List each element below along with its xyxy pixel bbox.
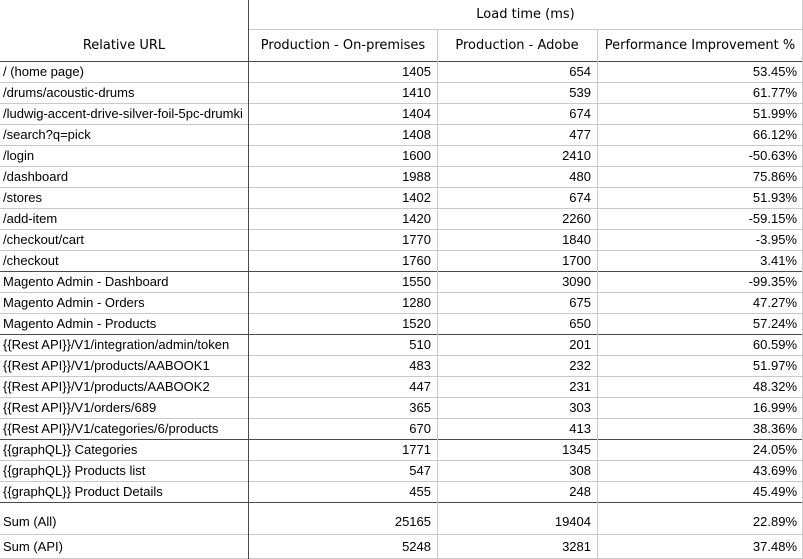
row-divider [0, 229, 803, 230]
row-divider [0, 439, 803, 440]
url-cell: /stores [3, 190, 43, 205]
url-cell: Magento Admin - Orders [3, 295, 145, 310]
row-divider [0, 124, 803, 125]
adobe-cell: 303 [569, 400, 591, 415]
adobe-cell: 650 [569, 316, 591, 331]
onprem-cell: 5248 [402, 539, 431, 554]
improvement-cell: 45.49% [752, 484, 797, 499]
adobe-cell: 1840 [562, 232, 591, 247]
onprem-cell: 1600 [402, 148, 431, 163]
adobe-cell: 19404 [554, 514, 591, 529]
improvement-cell: 16.99% [752, 400, 797, 415]
improvement-cell: -50.63% [748, 148, 797, 163]
onprem-cell: 1520 [402, 316, 431, 331]
onprem-cell: 447 [409, 379, 431, 394]
onprem-cell: 1760 [402, 253, 431, 268]
onprem-cell: 1420 [402, 211, 431, 226]
onprem-cell: 483 [409, 358, 431, 373]
adobe-cell: 413 [569, 421, 591, 436]
url-cell: /drums/acoustic-drums [3, 85, 135, 100]
improvement-cell: 57.24% [752, 316, 797, 331]
row-divider [0, 334, 803, 335]
adobe-cell: 201 [569, 337, 591, 352]
improvement-cell: 47.27% [752, 295, 797, 310]
improvement-cell: 24.05% [752, 442, 797, 457]
url-cell: {{graphQL}} Products list [3, 463, 146, 478]
url-cell: {{graphQL}} Categories [3, 442, 138, 457]
url-cell: {{graphQL}} Product Details [3, 484, 163, 499]
improvement-cell: 51.97% [752, 358, 797, 373]
adobe-cell: 654 [569, 64, 591, 79]
relative-url-header: Relative URL [82, 38, 166, 53]
improvement-cell: -3.95% [755, 232, 797, 247]
onprem-cell: 1988 [402, 169, 431, 184]
row-divider [0, 460, 803, 461]
improvement-cell: 51.93% [752, 190, 797, 205]
onprem-cell: 455 [409, 484, 431, 499]
url-cell: /dashboard [3, 169, 69, 184]
onprem-cell: 547 [409, 463, 431, 478]
adobe-header: Production - Adobe [455, 38, 579, 53]
onprem-cell: 25165 [394, 514, 431, 529]
url-cell: Sum (API) [3, 539, 63, 554]
url-cell: / (home page) [3, 64, 84, 79]
onprem-cell: 1550 [402, 274, 431, 289]
onprem-cell: 670 [409, 421, 431, 436]
improvement-cell: 61.77% [752, 85, 797, 100]
adobe-cell: 674 [569, 190, 591, 205]
url-cell: {{Rest API}}/V1/products/AABOOK1 [3, 358, 210, 373]
adobe-cell: 675 [569, 295, 591, 310]
onprem-cell: 1410 [402, 85, 431, 100]
adobe-cell: 1700 [562, 253, 591, 268]
adobe-cell: 539 [569, 85, 591, 100]
row-divider [0, 82, 803, 83]
url-cell: Magento Admin - Products [3, 316, 157, 331]
url-cell: Magento Admin - Dashboard [3, 274, 169, 289]
onprem-cell: 1770 [402, 232, 431, 247]
onprem-cell: 1405 [402, 64, 431, 79]
improvement-cell: 3.41% [760, 253, 797, 268]
adobe-cell: 477 [569, 127, 591, 142]
improvement-cell: 48.32% [752, 379, 797, 394]
url-cell: /checkout [3, 253, 59, 268]
improvement-cell: 37.48% [752, 539, 797, 554]
improvement-cell: 60.59% [752, 337, 797, 352]
url-cell: /search?q=pick [3, 127, 91, 142]
url-cell: /ludwig-accent-drive-silver-foil-5pc-drumki [3, 106, 243, 121]
onprem-cell: 1408 [402, 127, 431, 142]
row-divider [248, 29, 803, 30]
row-divider [0, 502, 803, 503]
row-divider [0, 376, 803, 377]
onprem-cell: 1280 [402, 295, 431, 310]
row-divider [0, 166, 803, 167]
adobe-cell: 480 [569, 169, 591, 184]
adobe-cell: 248 [569, 484, 591, 499]
url-cell: /login [3, 148, 35, 163]
adobe-cell: 2260 [562, 211, 591, 226]
improvement-cell: 51.99% [752, 106, 797, 121]
row-divider [0, 418, 803, 419]
load-time-group-header: Load time (ms) [476, 7, 575, 22]
row-divider [0, 187, 803, 188]
improvement-cell: 53.45% [752, 64, 797, 79]
row-divider [0, 397, 803, 398]
url-cell: Sum (All) [3, 514, 57, 529]
url-cell: {{Rest API}}/V1/integration/admin/token [3, 337, 230, 352]
column-divider [437, 29, 438, 559]
row-divider [0, 292, 803, 293]
improvement-cell: -99.35% [748, 274, 797, 289]
adobe-cell: 2410 [562, 148, 591, 163]
column-divider [248, 0, 249, 559]
url-cell: /add-item [3, 211, 58, 226]
row-divider [0, 355, 803, 356]
onprem-cell: 1771 [402, 442, 431, 457]
row-divider [0, 61, 803, 62]
row-divider [0, 208, 803, 209]
improvement-cell: 66.12% [752, 127, 797, 142]
adobe-cell: 3281 [562, 539, 591, 554]
onprem-cell: 510 [409, 337, 431, 352]
url-cell: {{Rest API}}/V1/orders/689 [3, 400, 157, 415]
url-cell: {{Rest API}}/V1/categories/6/products [3, 421, 219, 436]
adobe-cell: 674 [569, 106, 591, 121]
improvement-cell: 43.69% [752, 463, 797, 478]
url-cell: {{Rest API}}/V1/products/AABOOK2 [3, 379, 210, 394]
improvement-cell: -59.15% [748, 211, 797, 226]
onprem-header: Production - On-premises [260, 38, 426, 53]
adobe-cell: 3090 [562, 274, 591, 289]
row-divider [0, 534, 803, 535]
row-divider [0, 313, 803, 314]
row-divider [0, 481, 803, 482]
adobe-cell: 308 [569, 463, 591, 478]
improvement-cell: 38.36% [752, 421, 797, 436]
adobe-cell: 231 [569, 379, 591, 394]
onprem-cell: 1404 [402, 106, 431, 121]
row-divider [0, 250, 803, 251]
adobe-cell: 232 [569, 358, 591, 373]
url-cell: /checkout/cart [3, 232, 84, 247]
onprem-cell: 1402 [402, 190, 431, 205]
improvement-cell: 22.89% [752, 514, 797, 529]
row-divider [0, 103, 803, 104]
column-divider [597, 29, 598, 559]
improvement-cell: 75.86% [752, 169, 797, 184]
adobe-cell: 1345 [562, 442, 591, 457]
onprem-cell: 365 [409, 400, 431, 415]
improvement-header: Performance Improvement % [604, 38, 796, 53]
row-divider [0, 271, 803, 272]
row-divider [0, 145, 803, 146]
